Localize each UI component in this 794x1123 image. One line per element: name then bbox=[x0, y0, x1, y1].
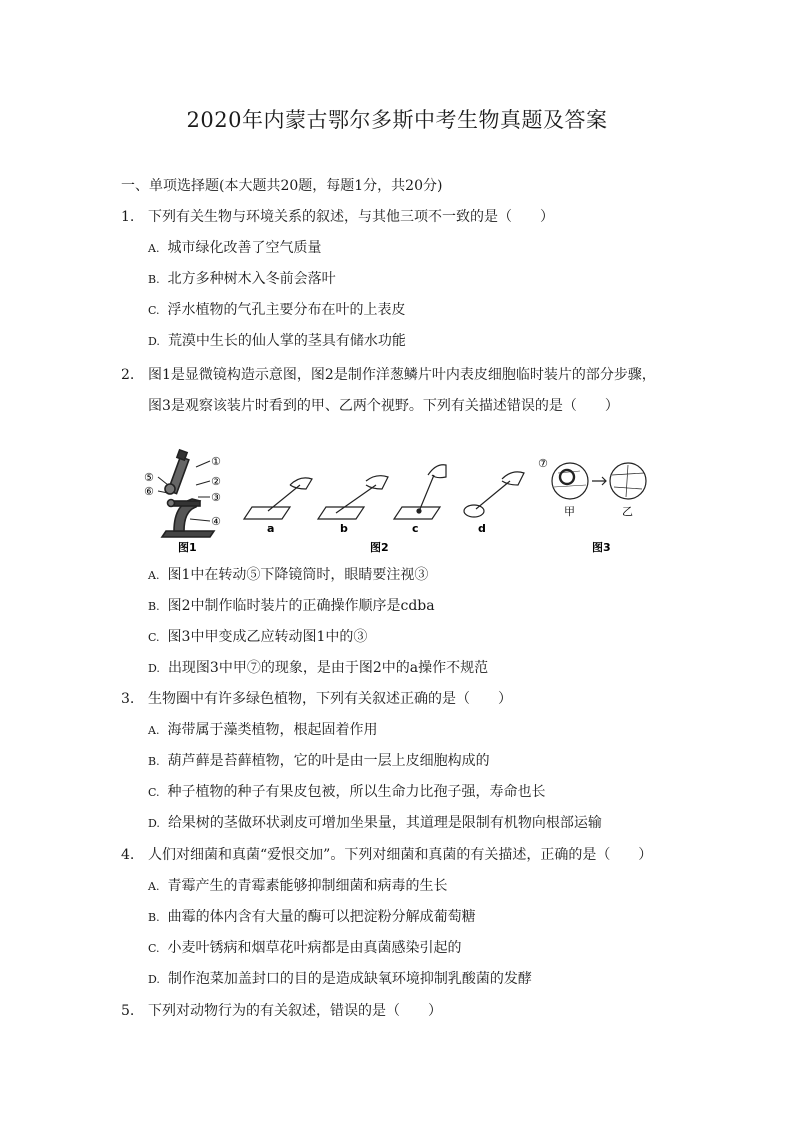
arrow-icon bbox=[592, 477, 606, 485]
fig2-caption: 图2 bbox=[370, 541, 389, 554]
option-b bbox=[148, 908, 476, 927]
fig1-label-1: ① bbox=[211, 455, 221, 468]
option-c bbox=[148, 783, 546, 802]
question-stem: 下列对动物行为的有关叙述，错误的是（ ） bbox=[148, 1003, 442, 1019]
option-text: 制作泡菜加盖封口的目的是造成缺氧环境抑制乳酸菌的发酵 bbox=[167, 971, 532, 987]
option-text: 城市绿化改善了空气质量 bbox=[167, 240, 322, 256]
option-text: 北方多种树木入冬前会落叶 bbox=[167, 271, 336, 287]
slide-step-d-label: d bbox=[478, 522, 486, 535]
option-text: 葫芦藓是苔藓植物，它的叶是由一层上皮细胞构成的 bbox=[167, 753, 490, 769]
option-a bbox=[148, 721, 377, 740]
option-text: 图3中甲变成乙应转动图1中的③ bbox=[167, 629, 368, 645]
option-d bbox=[148, 814, 602, 833]
option-letter: D. bbox=[148, 335, 160, 348]
option-letter: A. bbox=[148, 242, 160, 255]
fig1-label-2: ② bbox=[211, 475, 221, 488]
option-letter: C. bbox=[148, 631, 160, 644]
option-text: 出现图3中甲⑦的现象，是由于图2中的a操作不规范 bbox=[167, 660, 489, 676]
option-d bbox=[148, 332, 406, 351]
option-letter: A. bbox=[148, 569, 160, 582]
option-text: 青霉产生的青霉素能够抑制细菌和病毒的生长 bbox=[167, 878, 448, 894]
question-stem-line-2: 图3是观察该装片时看到的甲、乙两个视野。下列有关描述错误的是（ ） bbox=[148, 398, 619, 414]
option-text: 荒漠中生长的仙人掌的茎具有储水功能 bbox=[167, 333, 406, 349]
fig3-caption: 图3 bbox=[592, 541, 611, 554]
option-a bbox=[148, 877, 447, 896]
fig1-label-4: ④ bbox=[211, 515, 221, 528]
option-c bbox=[148, 301, 406, 320]
fig1-label-6: ⑥ bbox=[144, 485, 154, 498]
slide-step-b-illustration bbox=[318, 476, 388, 519]
question-number: 5. bbox=[121, 1003, 135, 1019]
slide-step-b-label: b bbox=[340, 522, 348, 535]
question-number: 4. bbox=[121, 847, 135, 863]
option-text: 小麦叶锈病和烟草花叶病都是由真菌感染引起的 bbox=[167, 940, 462, 956]
fig1-label-3: ③ bbox=[211, 491, 221, 504]
option-letter: D. bbox=[148, 973, 160, 986]
microscope-diagram bbox=[158, 450, 214, 537]
page-title: 2020年内蒙古鄂尔多斯中考生物真题及答案 bbox=[186, 108, 608, 132]
option-letter: D. bbox=[148, 662, 160, 675]
option-d bbox=[148, 970, 532, 989]
option-text: 浮水植物的气孔主要分布在叶的上表皮 bbox=[167, 302, 406, 318]
slide-step-a-label: a bbox=[267, 522, 275, 535]
option-b bbox=[148, 597, 435, 616]
option-b bbox=[148, 270, 336, 289]
question-2-figure bbox=[140, 445, 660, 561]
fig1-label-5: ⑤ bbox=[144, 471, 154, 484]
option-letter: A. bbox=[148, 880, 160, 893]
option-letter: C. bbox=[148, 304, 160, 317]
option-text: 曲霉的体内含有大量的酶可以把淀粉分解成葡萄糖 bbox=[167, 909, 476, 925]
option-a bbox=[148, 239, 321, 258]
question-stem: 生物圈中有许多绿色植物，下列有关叙述正确的是（ ） bbox=[148, 691, 512, 707]
question-number: 3. bbox=[121, 691, 135, 707]
option-text: 给果树的茎做环状剥皮可增加坐果量，其道理是限制有机物向根部运输 bbox=[167, 815, 602, 831]
option-letter: C. bbox=[148, 942, 160, 955]
fig1-caption: 图1 bbox=[178, 541, 197, 554]
question-stem: 下列有关生物与环境关系的叙述，与其他三项不一致的是（ ） bbox=[148, 209, 554, 225]
option-text: 种子植物的种子有果皮包被，所以生命力比孢子强，寿命也长 bbox=[167, 784, 546, 800]
fig3-marker: ⑦ bbox=[538, 457, 548, 470]
slide-step-a-illustration bbox=[244, 478, 312, 519]
option-text: 海带属于藻类植物，根起固着作用 bbox=[167, 722, 378, 738]
question-stem-line-1: 图1是显微镜构造示意图，图2是制作洋葱鳞片叶内表皮细胞临时装片的部分步骤， bbox=[148, 367, 656, 383]
slide-step-d-illustration bbox=[464, 472, 524, 517]
option-text: 图2中制作临时装片的正确操作顺序是cdba bbox=[167, 598, 435, 614]
option-letter: B. bbox=[148, 600, 160, 613]
option-letter: C. bbox=[148, 786, 160, 799]
slide-step-c-illustration bbox=[394, 465, 446, 519]
option-text: 图1中在转动⑤下降镜筒时，眼睛要注视③ bbox=[167, 567, 429, 583]
option-b bbox=[148, 752, 490, 771]
section-heading: 一、单项选择题(本大题共20题，每题1分，共20分) bbox=[121, 178, 443, 194]
option-letter: B. bbox=[148, 911, 160, 924]
field-of-view-jia bbox=[552, 463, 588, 499]
question-number: 1. bbox=[121, 209, 135, 225]
option-letter: B. bbox=[148, 755, 160, 768]
view-label-jia: 甲 bbox=[564, 505, 575, 518]
option-a bbox=[148, 566, 428, 585]
option-c bbox=[148, 628, 367, 647]
field-of-view-yi bbox=[610, 463, 646, 499]
slide-step-c-label: c bbox=[412, 522, 419, 535]
view-label-yi: 乙 bbox=[622, 505, 633, 518]
question-stem: 人们对细菌和真菌“爱恨交加”。下列对细菌和真菌的有关描述，正确的是（ ） bbox=[148, 847, 653, 863]
option-c bbox=[148, 939, 462, 958]
question-number: 2. bbox=[121, 367, 135, 383]
option-d bbox=[148, 659, 488, 678]
option-letter: D. bbox=[148, 817, 160, 830]
option-letter: A. bbox=[148, 724, 160, 737]
option-letter: B. bbox=[148, 273, 160, 286]
